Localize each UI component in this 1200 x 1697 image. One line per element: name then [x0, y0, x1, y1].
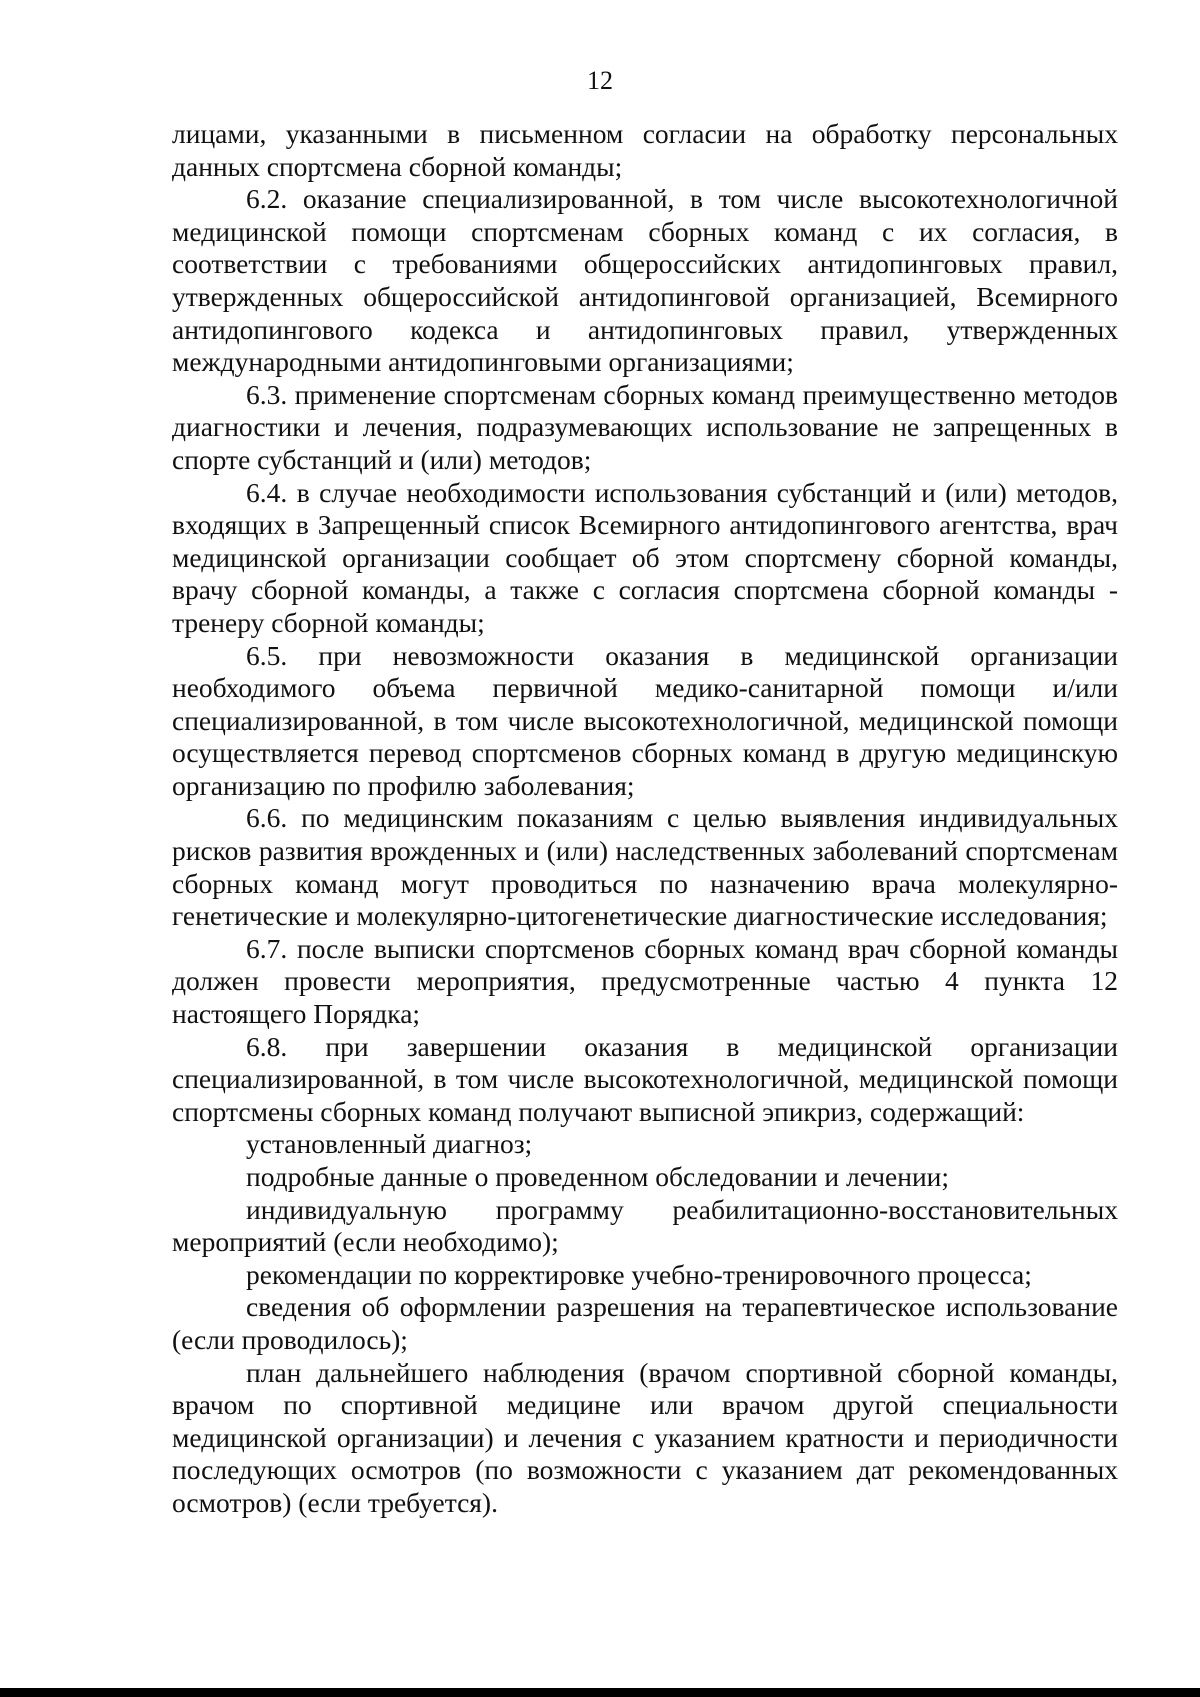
- paragraph-6-5: 6.5. при невозможности оказания в медицинской организации необходимого объема первичной медико-санитарной помощи и/или специализированной, в том числе высокотехнологичной, медицинской помощи осуществляется перевод спортсменов сборных команд в другую медицинскую организацию по профилю заболевания;: [172, 639, 1118, 801]
- scan-bottom-edge: [0, 1688, 1200, 1697]
- list-item-training-recommendations: рекомендации по корректировке учебно-тренировочного процесса;: [246, 1258, 1032, 1290]
- list-item-therapeutic-use: сведения об оформлении разрешения на терапевтическое использование (если проводилось);: [172, 1291, 1118, 1355]
- list-item-rehab-program: индивидуальную программу реабилитационно-восстановительных мероприятий (если необходимо);: [172, 1193, 1118, 1258]
- page-number: 12: [587, 66, 613, 95]
- paragraph-6-7: 6.7. после выписки спортсменов сборных команд врач сборной команды должен провести мероприятия, предусмотренные частью 4 пункта 12 настоящего Порядка;: [172, 932, 1118, 1030]
- list-item-diagnosis: установленный диагноз;: [246, 1128, 533, 1160]
- paragraph-6-8: 6.8. при завершении оказания в медицинской организации специализированной, в том числе высокотехнологичной, медицинской помощи спортсмены сборных команд получают выписной эпикриз, содержащий:: [172, 1030, 1118, 1127]
- paragraph-6-2: 6.2. оказание специализированной, в том числе высокотехнологичной медицинской помощи спортсменам сборных команд с их согласия, в соответствии с требованиями общероссийских антидопинговых правил, утвержденных общероссийской антидопинговой организацией, Всемирного антидопингового кодекса и антидопинговых правил, утвержденных международными антидопинговыми организациями;: [172, 183, 1118, 378]
- paragraph-continuation: лицами, указанными в письменном согласии на обработку персональных данных спортсмена сборной команды;: [172, 118, 1118, 182]
- paragraph-6-3: 6.3. применение спортсменам сборных команд преимущественно методов диагностики и лечения, подразумевающих использование не запрещенных в спорте субстанций и (или) методов;: [172, 378, 1118, 475]
- paragraph-6-6: 6.6. по медицинским показаниям с целью выявления индивидуальных рисков развития врожденных и (или) наследственных заболеваний спортсменам сборных команд могут проводиться по назначению врача молекулярно-генетические и молекулярно-цитогенетические диагностические исследования;: [172, 802, 1118, 932]
- paragraph-6-4: 6.4. в случае необходимости использования субстанций и (или) методов, входящих в Запрещенный список Всемирного антидопингового агентства, врач медицинской организации сообщает об этом спортсмену сборной команды, врачу сборной команды, а также с согласия спортсмена сборной команды - тренеру сборной команды;: [172, 476, 1118, 638]
- list-item-examination-details: подробные данные о проведенном обследовании и лечении;: [246, 1161, 950, 1192]
- document-body: [172, 118, 1118, 1520]
- list-item-follow-up-plan: план дальнейшего наблюдения (врачом спортивной сборной команды, врачом по спортивной медицине или врачом другой специальности медицинской организации) и лечения с указанием кратности и периодичности последующих осмотров (по возможности с указанием дат рекомендованных осмотров) (если требуется).: [172, 1356, 1118, 1518]
